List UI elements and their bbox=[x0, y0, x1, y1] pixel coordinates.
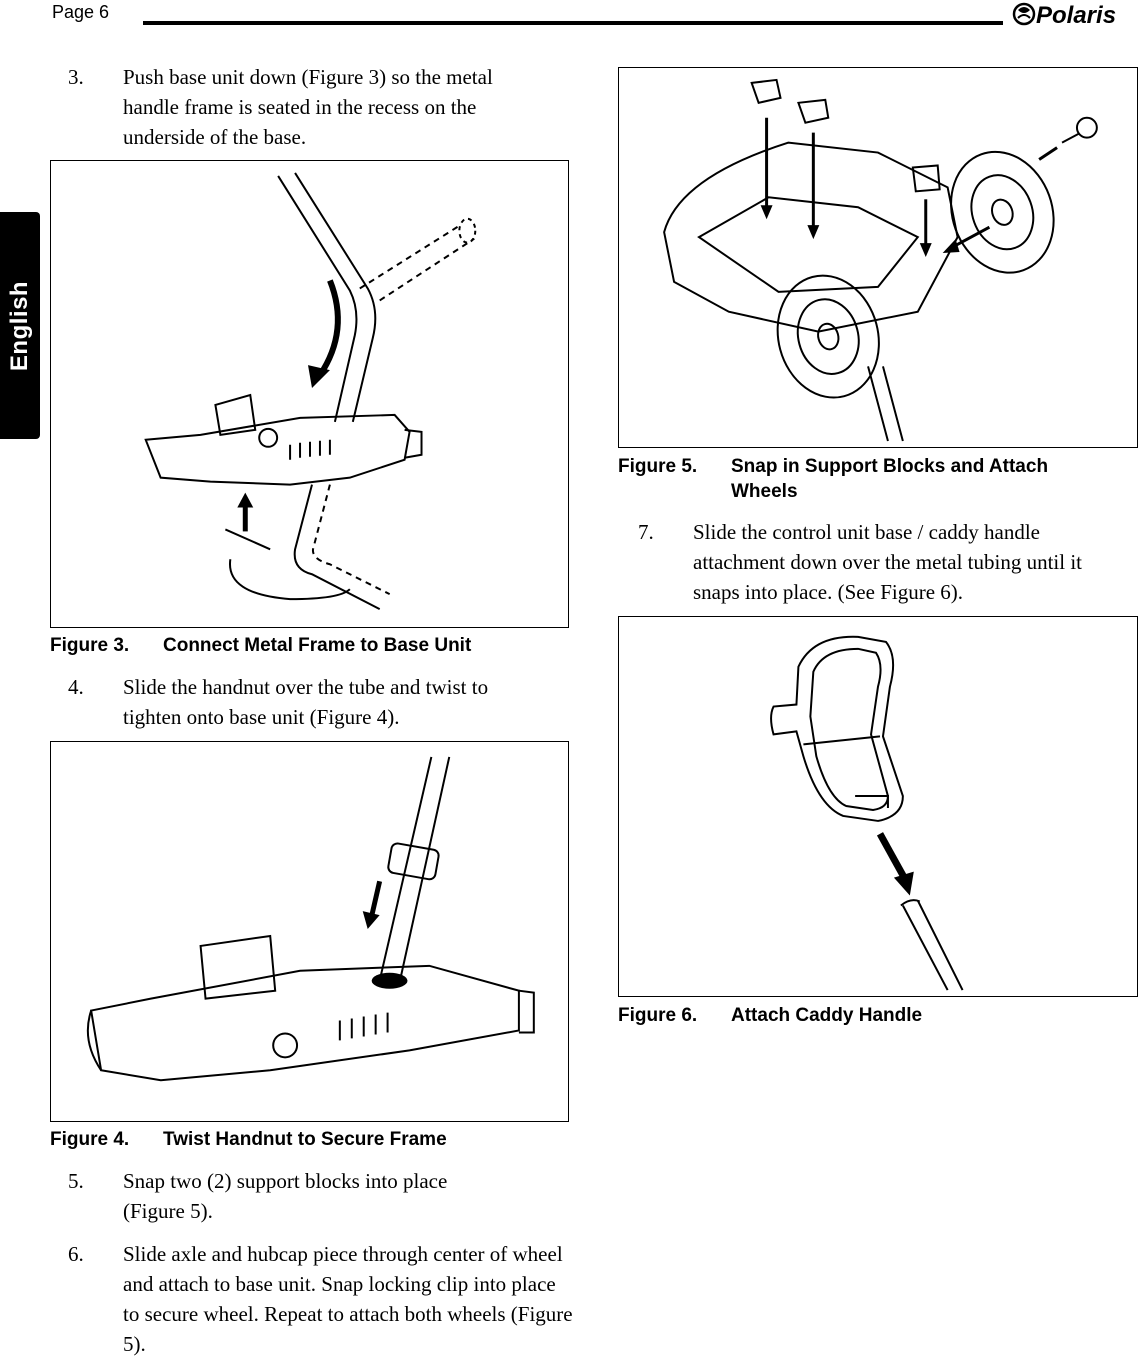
figure-6-illustration bbox=[618, 616, 1138, 997]
figure-3-illustration bbox=[50, 160, 569, 628]
figure-number: Figure 5. bbox=[618, 456, 698, 477]
step-number: 7. bbox=[638, 520, 654, 544]
step-number: 6. bbox=[68, 1242, 84, 1266]
figure-caption-text: Connect Metal Frame to Base Unit bbox=[163, 635, 472, 656]
figure-caption-text: Snap in Support Blocks and Attach Wheels bbox=[731, 456, 1049, 502]
step-number: 4. bbox=[68, 675, 84, 699]
figure-3-caption bbox=[50, 633, 569, 658]
language-label: English bbox=[6, 280, 33, 371]
figure-number: Figure 4. bbox=[50, 1129, 130, 1150]
figure-6-caption bbox=[618, 1003, 1138, 1028]
step-7 bbox=[638, 517, 1128, 609]
step-3 bbox=[68, 62, 548, 154]
step-number: 5. bbox=[68, 1169, 84, 1193]
brand-logo bbox=[1010, 0, 1138, 30]
step-5 bbox=[68, 1166, 548, 1228]
step-text: Push base unit down (Figure 3) so the metal handle frame is seated in the recess on the underside of the base. bbox=[123, 65, 493, 149]
figure-4-illustration bbox=[50, 741, 569, 1122]
figure-caption-text: Twist Handnut to Secure Frame bbox=[163, 1129, 447, 1150]
step-6 bbox=[68, 1239, 578, 1359]
step-4 bbox=[68, 672, 548, 734]
brand-wordmark: Polaris bbox=[1036, 2, 1117, 29]
step-text: Slide the handnut over the tube and twist to tighten onto base unit (Figure 4). bbox=[123, 675, 489, 729]
figure-5-illustration bbox=[618, 67, 1138, 448]
figure-number: Figure 6. bbox=[618, 1005, 698, 1026]
step-text: Slide the control unit base / caddy handle attachment down over the metal tubing until it snaps into place. (See Figure 6). bbox=[693, 520, 1082, 604]
step-text: Snap two (2) support blocks into place (Figure 5). bbox=[123, 1169, 448, 1223]
figure-5-caption bbox=[618, 454, 1138, 506]
page-number: Page 6 bbox=[52, 2, 110, 22]
figure-number: Figure 3. bbox=[50, 635, 130, 656]
header-rule bbox=[143, 21, 1003, 25]
step-number: 3. bbox=[68, 65, 84, 89]
language-tab bbox=[0, 212, 40, 439]
step-text: Slide axle and hubcap piece through center of wheel and attach to base unit. Snap locking clip into place to secure wheel. Repeat to attach both wheels (Figure 5). bbox=[123, 1242, 573, 1356]
figure-4-caption bbox=[50, 1127, 569, 1152]
figure-caption-text: Attach Caddy Handle bbox=[731, 1005, 923, 1026]
